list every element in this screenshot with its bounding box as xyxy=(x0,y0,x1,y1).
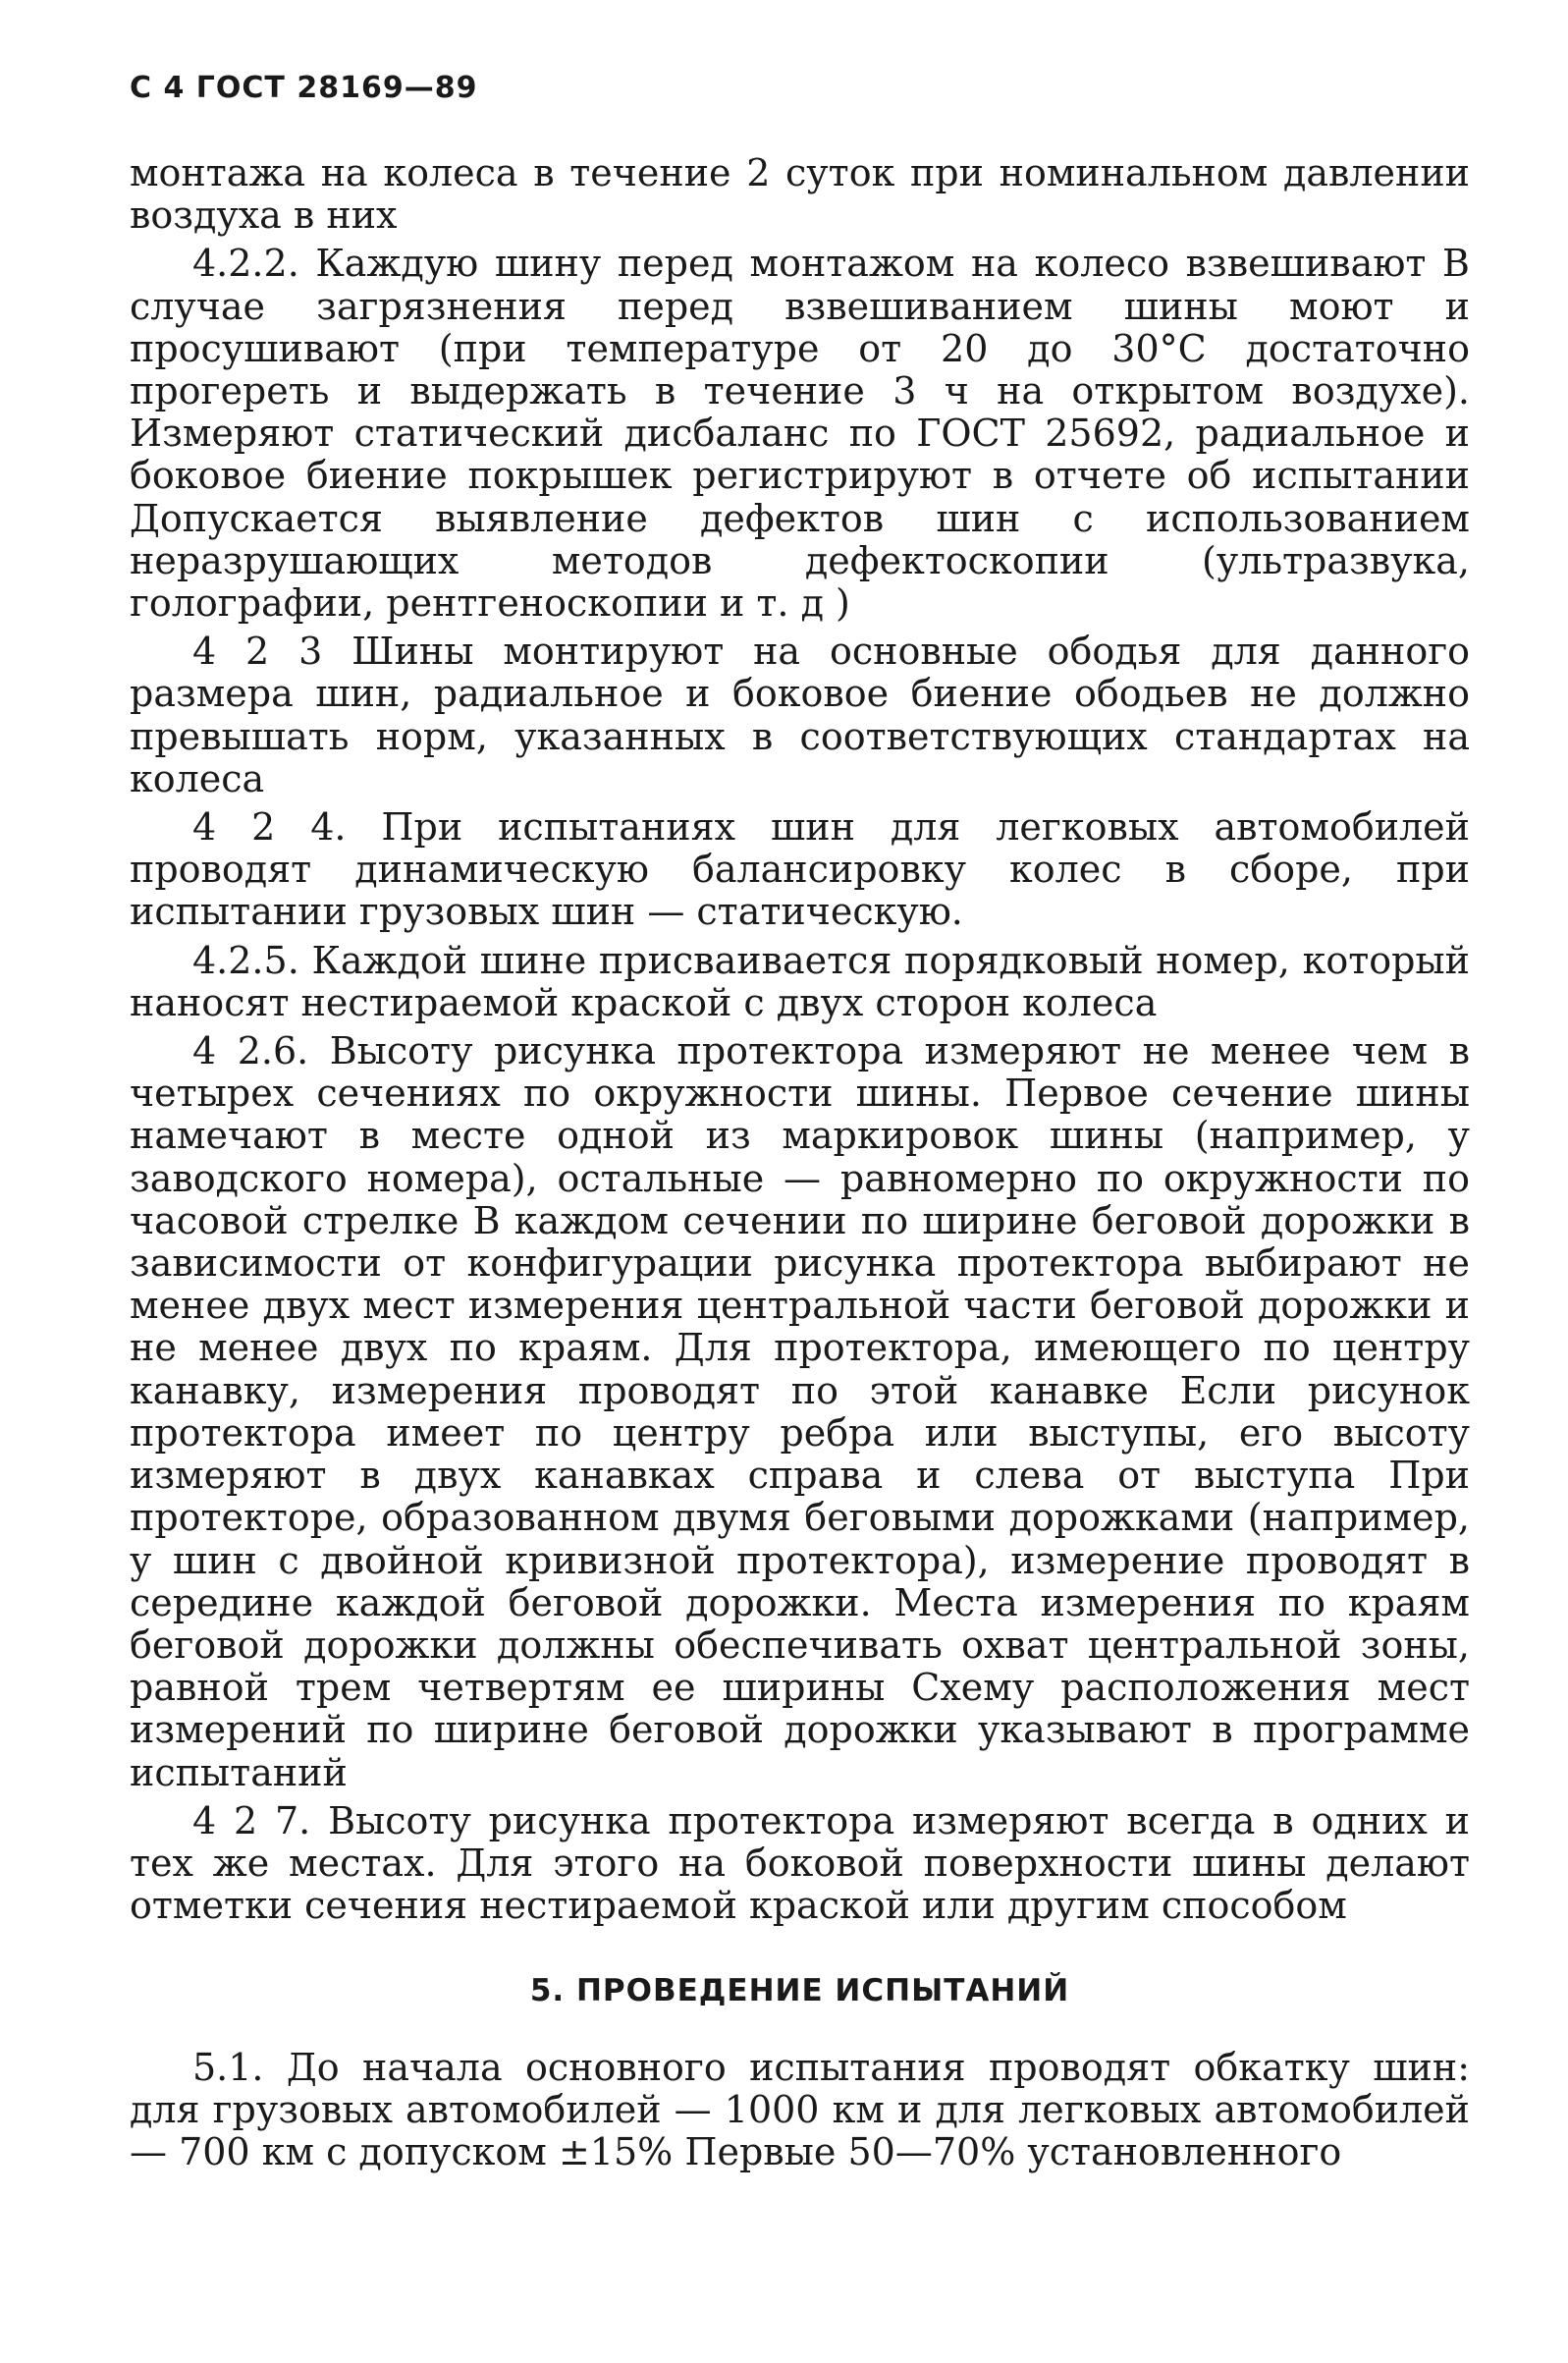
paragraph-4-2-7: 4 2 7. Высоту рисунка протектора измеряют всегда в одних и тех же местах. Для этого на боковой поверхности шины делают отметки сечения нестираемой краской или другим способом xyxy=(130,1798,1470,1928)
page-header: С 4 ГОСТ 28169—89 xyxy=(130,71,478,105)
paragraph-continuation: монтажа на колеса в течение 2 суток при номинальном давлении воздуха в них xyxy=(130,151,1470,238)
section-title: 5. ПРОВЕДЕНИЕ ИСПЫТАНИЙ xyxy=(529,1973,1070,2009)
paragraph-4-2-5: 4.2.5. Каждой шине присваивается порядковый номер, который наносят нестираемой краской с двух сторон колеса xyxy=(130,938,1470,1024)
paragraph-4-2-2: 4.2.2. Каждую шину перед монтажом на колесо взвешивают В случае загрязнения перед взвешиванием шины моют и просушивают (при температуре от 20 до 30°С достаточно прогереть и выдержать в течение 3 ч на открытом воздухе). Измеряют статический дисбаланс по ГОСТ 25692, радиальное и боковое биение покрышек регистрируют в отчете об испытании Допускается выявление дефектов шин с использованием неразрушающих методов дефектоскопии (ультразвука, голографии, рентгеноскопии и т. д ) xyxy=(130,242,1470,626)
paragraph-4-2-4: 4 2 4. При испытаниях шин для легковых автомобилей проводят динамическую балансировку колес в сборе, при испытании грузовых шин — статическую. xyxy=(130,805,1470,934)
paragraph-4-2-6: 4 2.6. Высоту рисунка протектора измеряют не менее чем в четырех сечениях по окружности шины. Первое сечение шины намечают в месте одной из маркировок шины (например, у заводского номера), остальные — равномерно по окружности по часовой стрелке В каждом сечении по ширине беговой дорожки в зависимости от конфигурации рисунка протектора выбирают не менее двух мест измерения центральной части беговой дорожки и не менее двух по краям. Для протектора, имеющего по центру канавку, измерения проводят по этой канавке Если рисунок протектора имеет по центру ребра или выступы, его высоту измеряют в двух канавках справа и слева от выступа При протекторе, образованном двумя беговыми дорожками (например, у шин с двойной кривизной протектора), измерение проводят в середине каждой беговой дорожки. Места измерения по краям беговой дорожки должны обеспечивать охват центральной зоны, равной трем четвертям ее ширины Схему расположения мест измерений по ширине беговой дорожки указывают в программе испытаний xyxy=(130,1029,1470,1794)
paragraph-5-1: 5.1. До начала основного испытания проводят обкатку шин: для грузовых автомобилей — 1000 км и для легковых автомобилей — 700 км с допуском ±15% Первые 50—70% установленного xyxy=(130,2045,1470,2173)
document-body xyxy=(130,152,1470,2179)
paragraph-4-2-3: 4 2 3 Шины монтируют на основные ободья для данного размера шин, радиальное и боковое биение ободьев не должно превышать норм, указанных в соответствующих стандартах на колеса xyxy=(130,630,1470,800)
